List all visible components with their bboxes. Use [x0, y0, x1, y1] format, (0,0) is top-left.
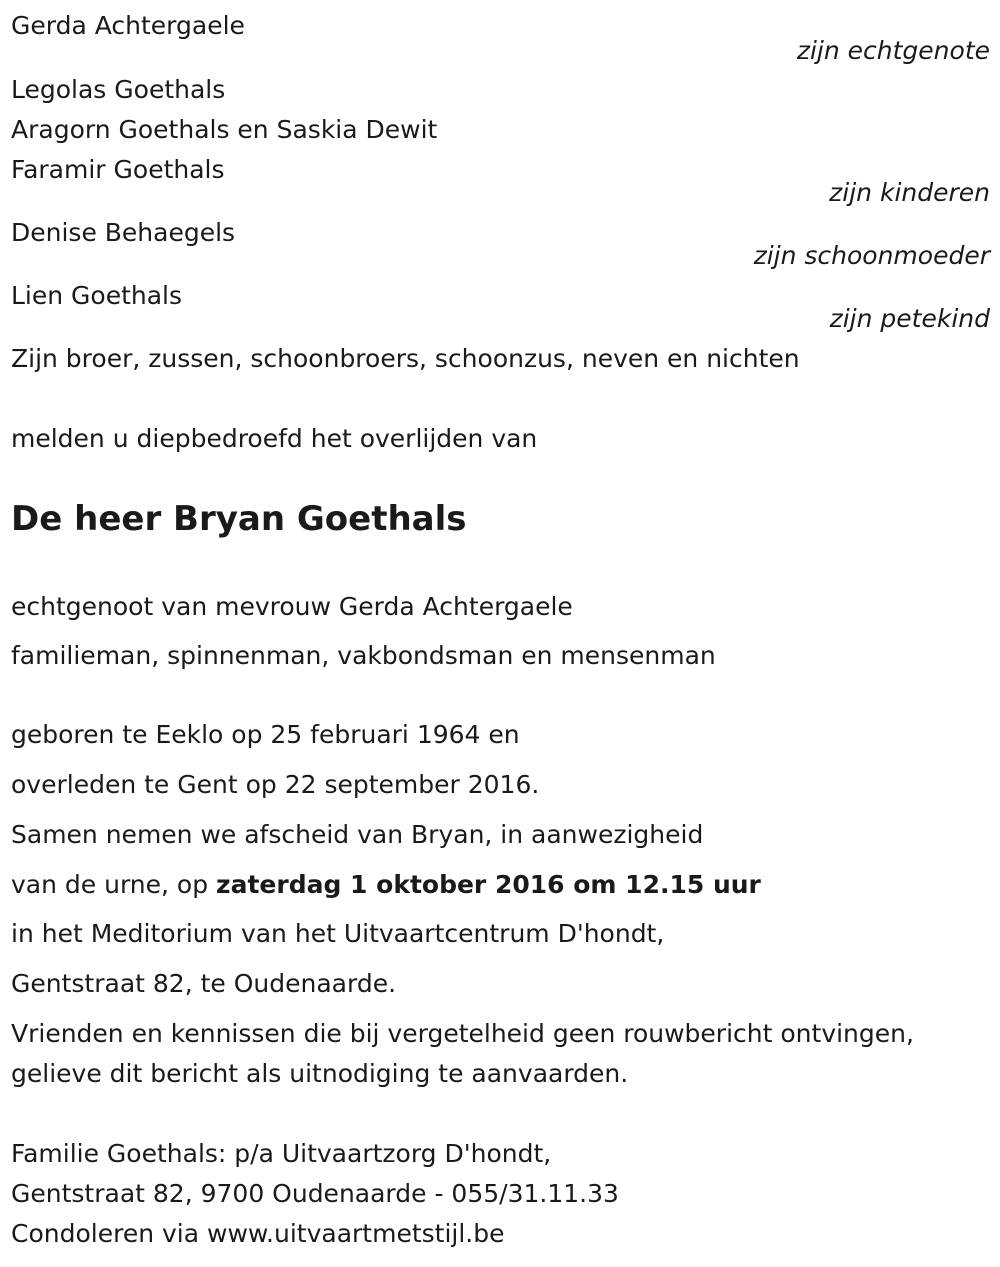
godchild-role: zijn petekind	[829, 304, 990, 333]
invitation-line: Vrienden en kennissen die bij vergetelheid geen rouwbericht ontvingen,	[11, 1019, 914, 1048]
deceased-description: familieman, spinnenman, vakbondsman en mensenman	[11, 641, 716, 670]
deceased-description: echtgenoot van mevrouw Gerda Achtergaele	[11, 592, 573, 621]
condolence-link: Condoleren via www.uitvaartmetstijl.be	[11, 1219, 505, 1248]
child-name: Faramir Goethals	[11, 155, 225, 184]
deceased-name: De heer Bryan Goethals	[11, 499, 467, 539]
ceremony-datetime-line	[11, 872, 761, 897]
ceremony-prefix: van de urne, op	[11, 870, 217, 899]
spouse-name: Gerda Achtergaele	[11, 11, 245, 40]
invitation-line: gelieve dit bericht als uitnodiging te aanvaarden.	[11, 1059, 629, 1088]
ceremony-location: in het Meditorium van het Uitvaartcentrum D'hondt,	[11, 919, 665, 948]
announcement-text: melden u diepbedroefd het overlijden van	[11, 424, 538, 453]
ceremony-datetime: zaterdag 1 oktober 2016 om 12.15 uur	[216, 870, 761, 899]
mother-in-law-role: zijn schoonmoeder	[753, 241, 990, 270]
children-role: zijn kinderen	[829, 178, 990, 207]
relatives-line: Zijn broer, zussen, schoonbroers, schoonzus, neven en nichten	[11, 344, 800, 373]
mother-in-law-name: Denise Behaegels	[11, 218, 236, 247]
godchild-name: Lien Goethals	[11, 281, 183, 310]
contact-line: Familie Goethals: p/a Uitvaartzorg D'hondt,	[11, 1139, 552, 1168]
child-name: Legolas Goethals	[11, 75, 226, 104]
death-line: overleden te Gent op 22 september 2016.	[11, 770, 540, 799]
birth-line: geboren te Eeklo op 25 februari 1964 en	[11, 720, 520, 749]
child-name: Aragorn Goethals en Saskia Dewit	[11, 115, 438, 144]
spouse-role: zijn echtgenote	[796, 36, 990, 65]
ceremony-address: Gentstraat 82, te Oudenaarde.	[11, 969, 397, 998]
ceremony-line: Samen nemen we afscheid van Bryan, in aanwezigheid	[11, 820, 704, 849]
contact-address: Gentstraat 82, 9700 Oudenaarde - 055/31.11.33	[11, 1179, 619, 1208]
